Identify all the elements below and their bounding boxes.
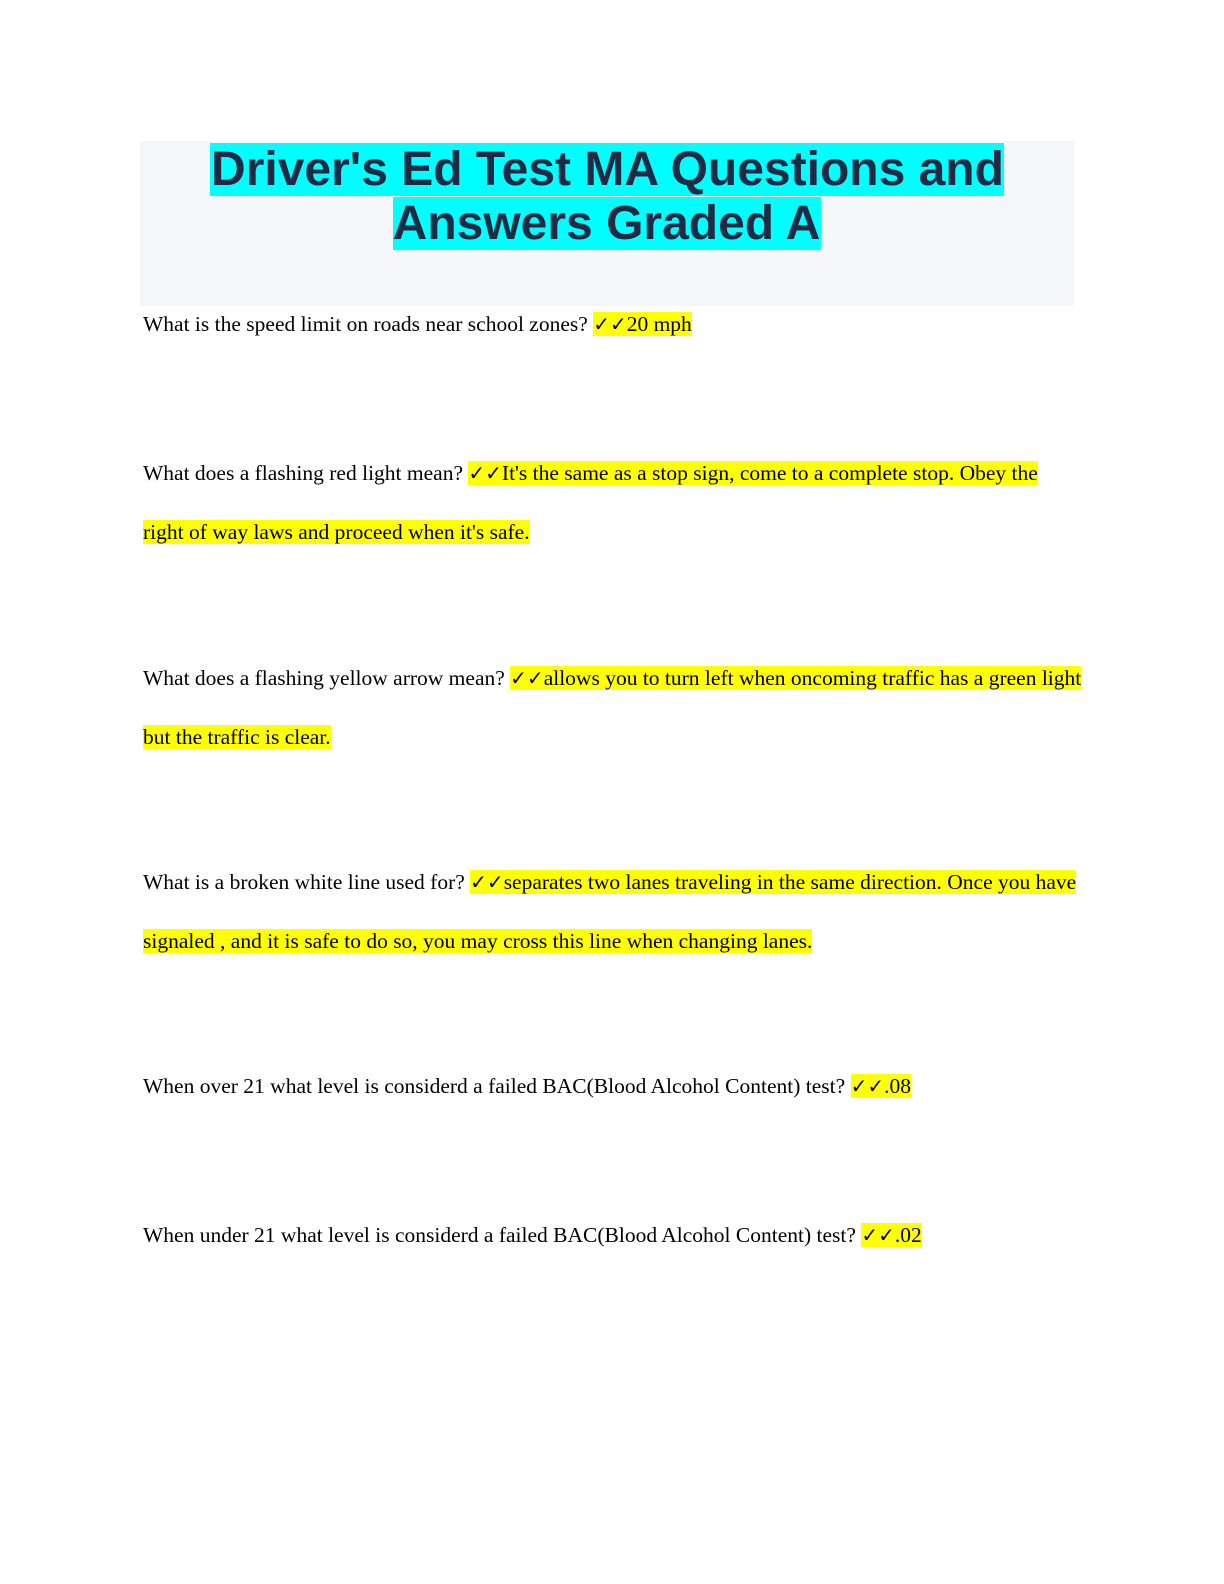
double-check-icon: ✓✓ xyxy=(470,870,504,894)
answer-text: separates two lanes traveling in the same direction. Once you have signaled , and it is safe to do so, you may cross this line when changing lanes. xyxy=(143,870,1077,953)
answer-highlight xyxy=(593,312,692,336)
qa-item xyxy=(143,1057,1083,1116)
document-title xyxy=(140,141,1074,251)
double-check-icon: ✓✓ xyxy=(861,1223,895,1247)
answer-highlight xyxy=(861,1223,921,1247)
answer-highlight xyxy=(851,1074,911,1098)
double-check-icon: ✓✓ xyxy=(510,666,544,690)
qa-item xyxy=(143,853,1083,971)
question-text: What is the speed limit on roads near school zones? xyxy=(143,312,588,336)
answer-text: .02 xyxy=(894,1223,922,1247)
double-check-icon: ✓✓ xyxy=(593,312,627,336)
double-check-icon: ✓✓ xyxy=(850,1074,885,1098)
answer-text: allows you to turn left when oncoming traffic has a green light but the traffic is clear. xyxy=(143,666,1082,749)
question-text: When over 21 what level is considerd a failed BAC(Blood Alcohol Content) test? xyxy=(143,1074,846,1098)
qa-item xyxy=(143,1206,1083,1265)
title-highlight: Driver's Ed Test MA Questions and Answers Graded A xyxy=(211,143,1004,250)
title-block xyxy=(140,141,1074,306)
answer-text: 20 mph xyxy=(626,312,692,336)
question-text: What does a flashing red light mean? xyxy=(143,461,464,485)
double-check-icon: ✓✓ xyxy=(468,461,502,485)
qa-item xyxy=(143,295,1083,354)
qa-item xyxy=(143,649,1083,767)
qa-item xyxy=(143,444,1083,562)
answer-text: It's the same as a stop sign, come to a complete stop. Obey the right of way laws and proceed when it's safe. xyxy=(143,461,1038,544)
question-text: What is a broken white line used for? xyxy=(143,870,465,894)
question-text: When under 21 what level is considerd a failed BAC(Blood Alcohol Content) test? xyxy=(143,1223,856,1247)
question-text: What does a flashing yellow arrow mean? xyxy=(143,666,505,690)
answer-text: .08 xyxy=(884,1074,911,1098)
